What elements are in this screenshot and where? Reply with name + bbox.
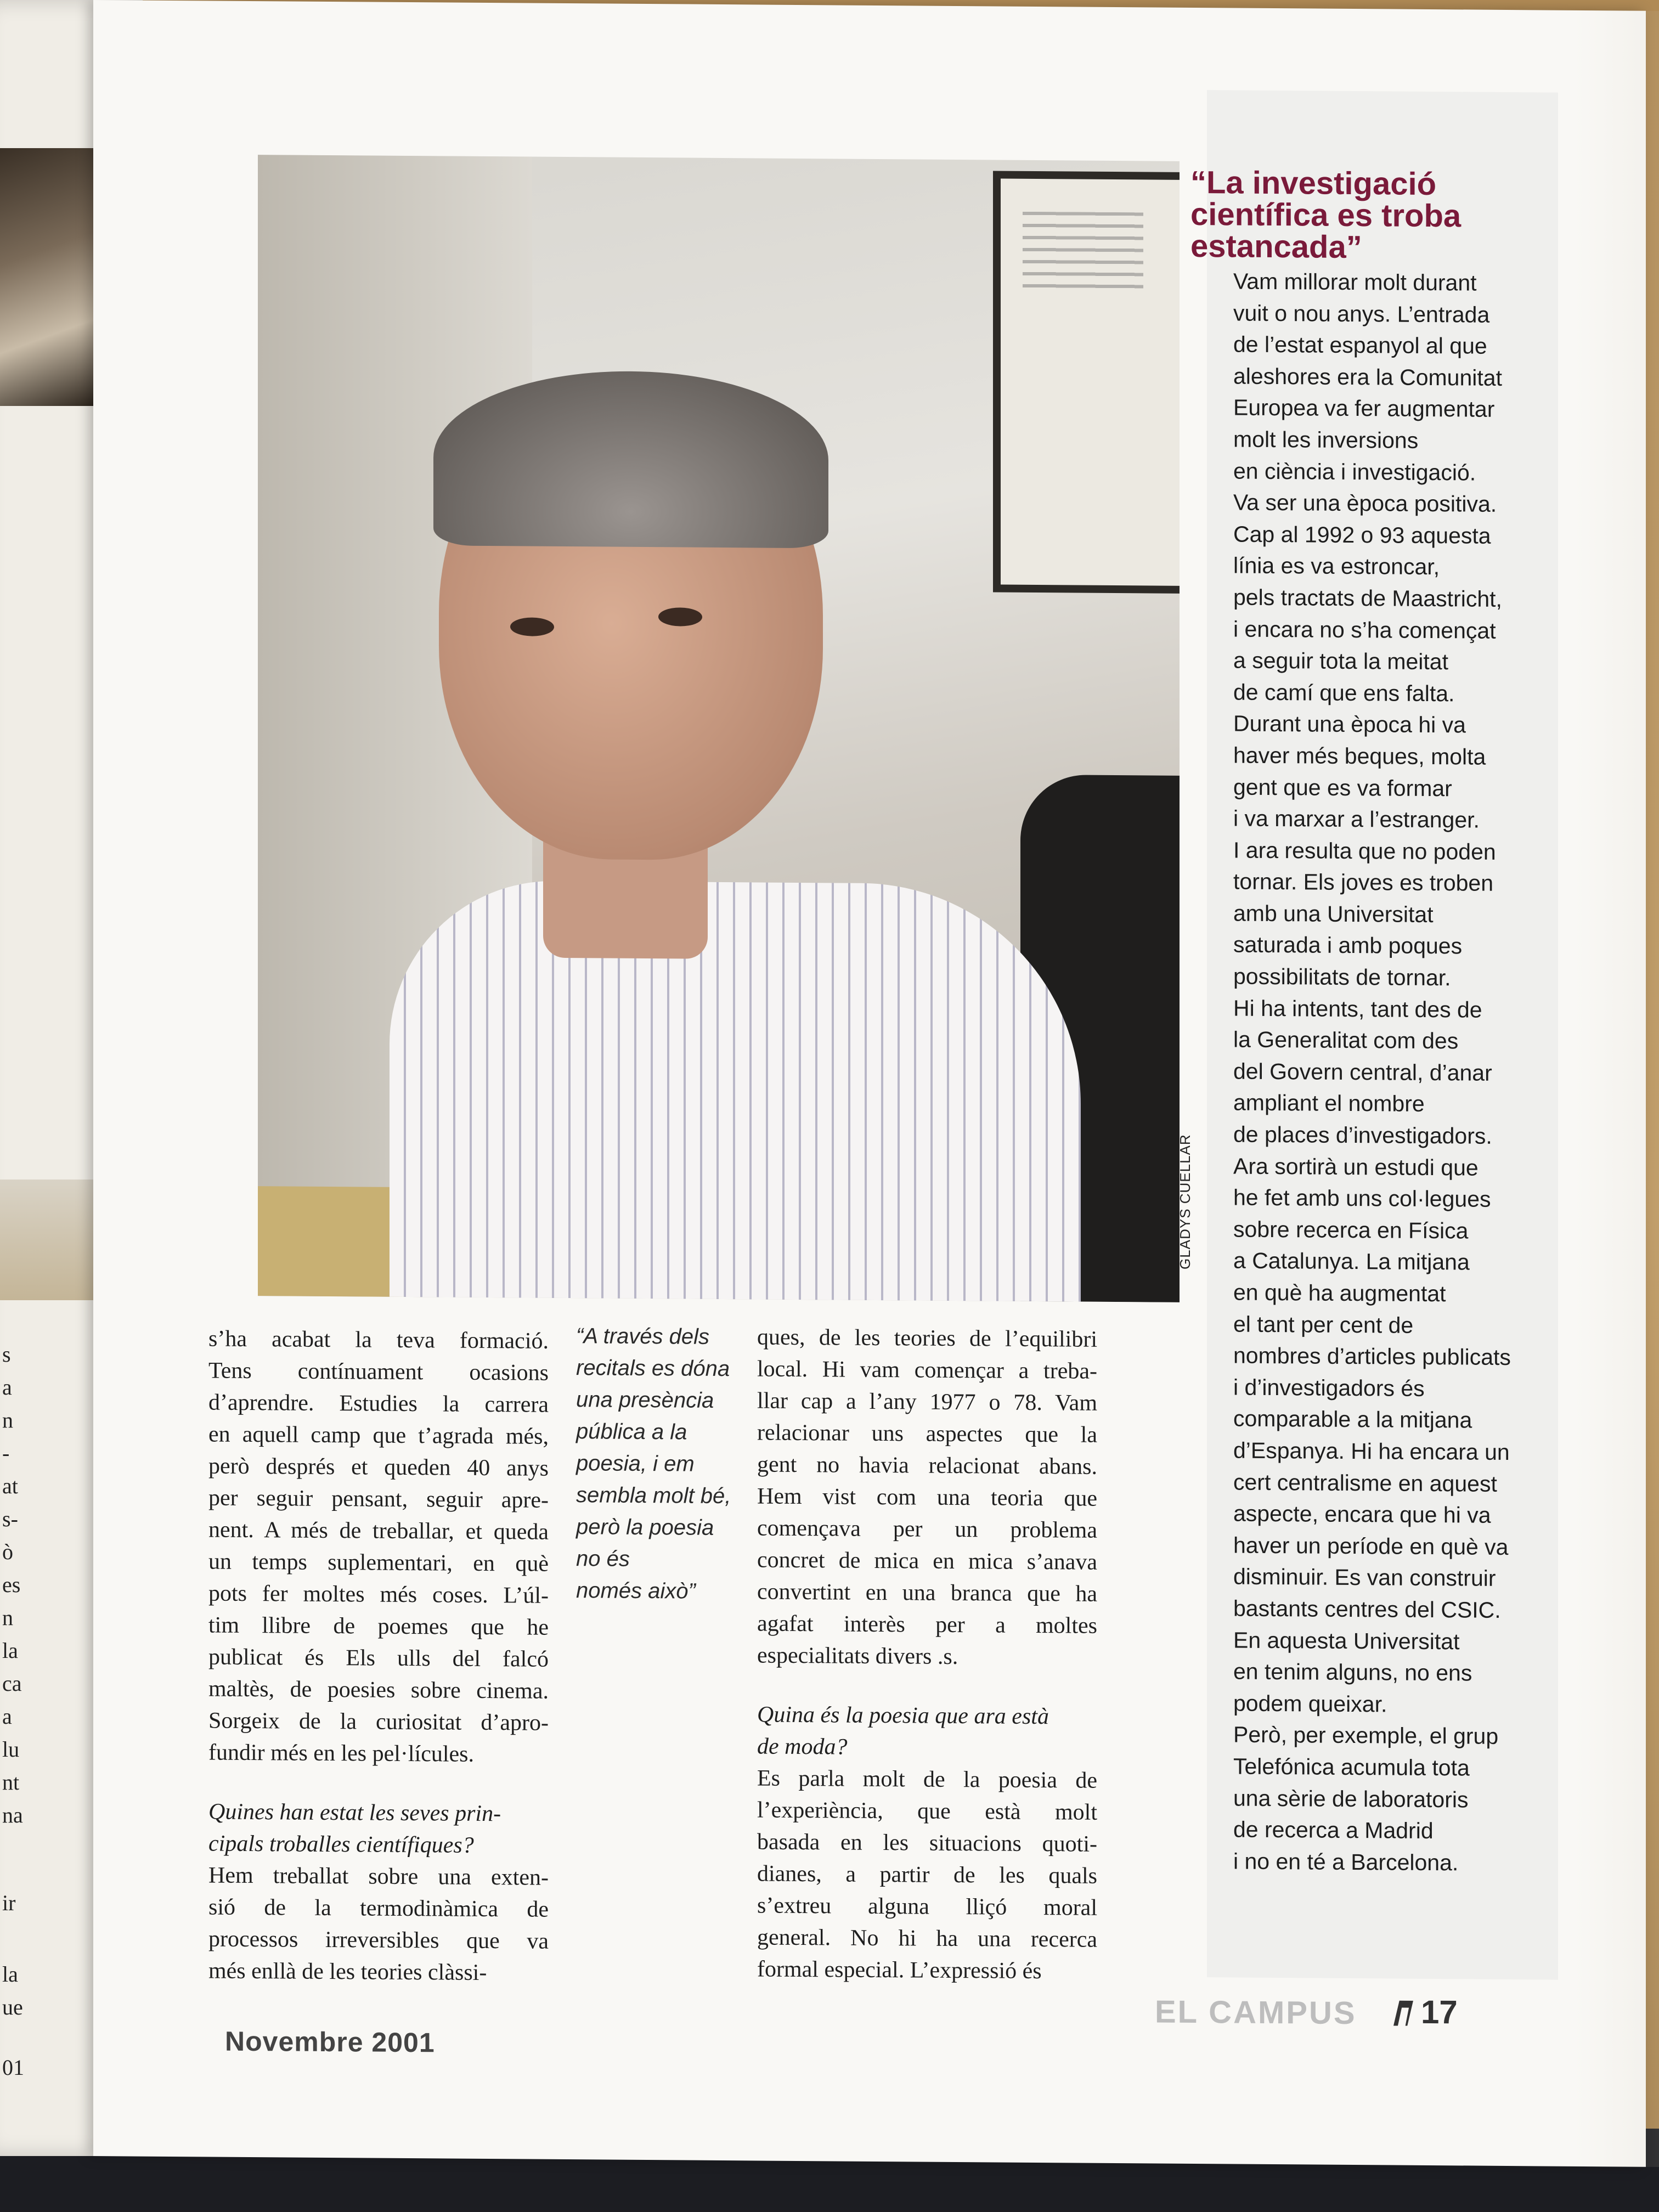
text-line: per seguir pensant, seguir apre- (208, 1485, 549, 1513)
facing-page-fragment: ca (2, 1671, 22, 1696)
text-line: en aquell camp que t’agrada més, (208, 1421, 549, 1449)
sidebar-line: una sèrie de laboratoris (1233, 1785, 1469, 1812)
facing-page-fragment: a (2, 1704, 12, 1729)
facing-page-fragment: n (2, 1408, 13, 1432)
sidebar-line: la Generalitat com des (1233, 1026, 1459, 1054)
text-line: convertint en una branca que ha (757, 1579, 1097, 1607)
facing-page-fragment: es (2, 1572, 21, 1597)
sidebar-line: pels tractats de Maastricht, (1233, 584, 1502, 612)
text-line: nent. A més de treballar, et queda (208, 1517, 549, 1545)
text-line: publicat és Els ulls del falcó (208, 1644, 549, 1672)
sidebar-line: i d’investigadors és (1233, 1374, 1425, 1401)
sidebar-line: i encara no s’ha començat (1233, 616, 1496, 644)
portrait-photo (258, 155, 1180, 1302)
sidebar-line: Hi ha intents, tant des de (1233, 995, 1482, 1023)
pull-quote-line: pública a la (576, 1419, 687, 1444)
text-line: especialitats divers .s. (757, 1643, 958, 1670)
facing-page-fragment: lu (2, 1737, 20, 1762)
text-line: Hem treballat sobre una exten- (208, 1863, 549, 1891)
sidebar-line: I ara resulta que no poden (1233, 837, 1496, 865)
text-line: llar cap a l’any 1977 o 78. Vam (757, 1388, 1097, 1416)
article-column-3 (757, 1321, 1097, 1987)
pull-quote-line: sembla molt bé, (576, 1483, 731, 1509)
facing-page-fragment: ue (2, 1995, 23, 2019)
pull-quote-line: “A través dels (576, 1324, 710, 1349)
facing-page-fragment: la (2, 1638, 18, 1663)
text-line: tim llibre de poemes que he (208, 1612, 549, 1640)
text-line: basada en les situacions quoti- (757, 1829, 1097, 1857)
facing-page-fragment: n (2, 1605, 13, 1630)
interview-question: Quines han estat les seves prin- (208, 1799, 501, 1827)
pull-quote-line: no és (576, 1547, 630, 1571)
sidebar-text (1233, 266, 1541, 1880)
sidebar-line: bastants centres del CSIC. (1233, 1595, 1501, 1623)
pull-quote-line: recitals es dóna (576, 1356, 730, 1381)
facing-page-fragment: s- (2, 1506, 18, 1531)
sidebar-line: Va ser una època positiva. (1233, 489, 1497, 517)
sidebar-line: ampliant el nombre (1233, 1090, 1425, 1117)
sidebar-line: cert centralisme en aquest (1233, 1469, 1497, 1497)
interview-question: de moda? (757, 1734, 848, 1760)
pull-quote-line: una presència (576, 1387, 714, 1413)
text-line: més enllà de les teories clàssi- (208, 1958, 487, 1986)
sidebar-line: de camí que ens falta. (1233, 679, 1455, 707)
photo-credit: GLADYS CUÉLLAR (1177, 1134, 1193, 1269)
sidebar-headline: “La investigació científica es troba estancada” (1190, 164, 1462, 266)
sidebar-line: possibilitats de tornar. (1233, 963, 1451, 991)
pull-quote-line: poesia, i em (576, 1451, 695, 1476)
pull-quote (576, 1320, 730, 1607)
sidebar-line: de recerca a Madrid (1233, 1816, 1434, 1844)
text-line: dianes, a partir de les quals (757, 1861, 1097, 1889)
facing-page-fragment: 01 (2, 2055, 24, 2080)
sidebar-line: En aquesta Universitat (1233, 1627, 1460, 1654)
sidebar-line: a Catalunya. La mitjana (1233, 1248, 1470, 1275)
magazine-page (93, 0, 1646, 2167)
interview-question: Quina és la poesia que ara està (757, 1702, 1049, 1730)
text-line: Sorgeix de la curiositat d’apro- (208, 1708, 549, 1736)
text-line: agafat interès per a moltes (757, 1611, 1097, 1639)
sidebar-line: nombres d’articles publicats (1233, 1342, 1511, 1370)
text-line: d’aprendre. Estudies la carrera (208, 1390, 549, 1418)
magazine-logo-icon (1393, 2001, 1413, 2026)
text-line: fundir més en les pel·lícules. (208, 1740, 475, 1767)
striped-shirt (390, 880, 1081, 1302)
facing-page-fragment: nt (2, 1770, 20, 1795)
sidebar-line: de l’estat espanyol al que (1233, 331, 1487, 359)
text-line: relacionar uns aspectes que la (757, 1420, 1097, 1448)
text-line: ques, de les teories de l’equilibri (757, 1324, 1097, 1352)
text-line: s’extreu alguna lliçó moral (757, 1893, 1097, 1921)
sidebar-line: saturada i amb poques (1233, 932, 1463, 959)
facing-page-fragment: a (2, 1375, 12, 1400)
facing-page-fragment: ir (2, 1891, 16, 1915)
sidebar-line: haver un període en què va (1233, 1532, 1509, 1560)
article-column-1 (208, 1323, 549, 1989)
sidebar-line: en ciència i investigació. (1233, 458, 1476, 486)
text-line: Tens contínuament ocasions (208, 1358, 549, 1386)
sidebar-line: Ara sortirà un estudi que (1233, 1153, 1479, 1181)
sidebar-line: línia es va estroncar, (1233, 552, 1440, 580)
sidebar-line: en què ha augmentat (1233, 1279, 1446, 1307)
text-line: local. Hi vam començar a treba- (757, 1356, 1097, 1384)
sidebar-line: podem queixar. (1233, 1690, 1387, 1717)
text-line: Hem vist com una teoria que (757, 1483, 1097, 1511)
sidebar-line: Durant una època hi va (1233, 710, 1466, 738)
sidebar-line: amb una Universitat (1233, 900, 1434, 927)
sidebar-line: comparable a la mitjana (1233, 1406, 1472, 1433)
sidebar-line: molt les inversions (1233, 426, 1419, 453)
sidebar-line: sobre recerca en Física (1233, 1216, 1469, 1244)
sidebar-line: en tenim alguns, no ens (1233, 1658, 1472, 1686)
text-line: sió de la termodinàmica de (208, 1894, 549, 1922)
sidebar-line: haver més beques, molta (1233, 742, 1486, 770)
sidebar-line: he fet amb uns col·legues (1233, 1184, 1491, 1212)
text-line: s’ha acabat la teva formació. (208, 1326, 549, 1354)
hair (433, 370, 828, 548)
sidebar-line: del Govern central, d’anar (1233, 1058, 1492, 1086)
issue-date: Novembre 2001 (225, 2025, 435, 2058)
text-line: un temps suplementari, en què (208, 1549, 549, 1577)
text-line: maltès, de poesies sobre cinema. (208, 1676, 549, 1704)
magazine-name: EL CAMPUS (1155, 1994, 1357, 2032)
facing-page-fragment: s (2, 1342, 11, 1367)
sidebar-line: el tant per cent de (1233, 1311, 1414, 1338)
sidebar-line: Però, per exemple, el grup (1233, 1722, 1499, 1750)
sidebar-line: Europea va fer augmentar (1233, 394, 1495, 422)
text-line: gent no havia relacionat abans. (757, 1452, 1097, 1480)
facing-page-fragment: la (2, 1962, 18, 1987)
sidebar-line: de places d’investigadors. (1233, 1121, 1492, 1149)
facing-page-fragment: - (2, 1441, 10, 1465)
sidebar-line: vuit o nou anys. L’entrada (1233, 300, 1490, 328)
text-line: Es parla molt de la poesia de (757, 1765, 1097, 1793)
sidebar-line: Telefónica acumula tota (1233, 1753, 1470, 1781)
sidebar-line: disminuir. Es van construir (1233, 1564, 1496, 1592)
text-line: però després et queden 40 anys (208, 1453, 549, 1481)
text-line: pots fer moltes més coses. L’úl- (208, 1581, 549, 1609)
sidebar-line: gent que es va formar (1233, 774, 1452, 801)
sidebar-line: d’Espanya. Hi ha encara un (1233, 1437, 1510, 1465)
text-line: començava per un problema (757, 1515, 1097, 1543)
sidebar-line: aspecte, encara que hi va (1233, 1500, 1491, 1528)
facing-page-fragment: na (2, 1803, 23, 1827)
sidebar-line: i va marxar a l’estranger. (1233, 805, 1480, 833)
text-line: concret de mica en mica s’anava (757, 1547, 1097, 1575)
text-line: l’experiència, que està molt (757, 1797, 1097, 1825)
page-number: 17 (1421, 1993, 1458, 2031)
facing-page-fragment: ò (2, 1539, 13, 1564)
framed-picture (993, 171, 1180, 593)
text-line: general. No hi ha una recerca (757, 1925, 1097, 1953)
facing-page-fragment: at (2, 1474, 18, 1498)
sidebar-line: aleshores era la Comunitat (1233, 363, 1502, 391)
sidebar-line: a seguir tota la meitat (1233, 647, 1448, 675)
pull-quote-line: només això” (576, 1578, 696, 1604)
interview-question: cipals troballes científiques? (208, 1831, 474, 1858)
sidebar-line: tornar. Els joves es troben (1233, 868, 1494, 896)
sidebar-line: i no en té a Barcelona. (1233, 1848, 1459, 1876)
sidebar-line: Vam millorar molt durant (1233, 268, 1477, 296)
text-line: processos irreversibles que va (208, 1926, 549, 1954)
sidebar-line: Cap al 1992 o 93 aquesta (1233, 521, 1491, 549)
facing-page-photo (0, 148, 99, 406)
text-line: formal especial. L’expressió és (757, 1956, 1042, 1984)
pull-quote-line: però la poesia (576, 1515, 714, 1540)
